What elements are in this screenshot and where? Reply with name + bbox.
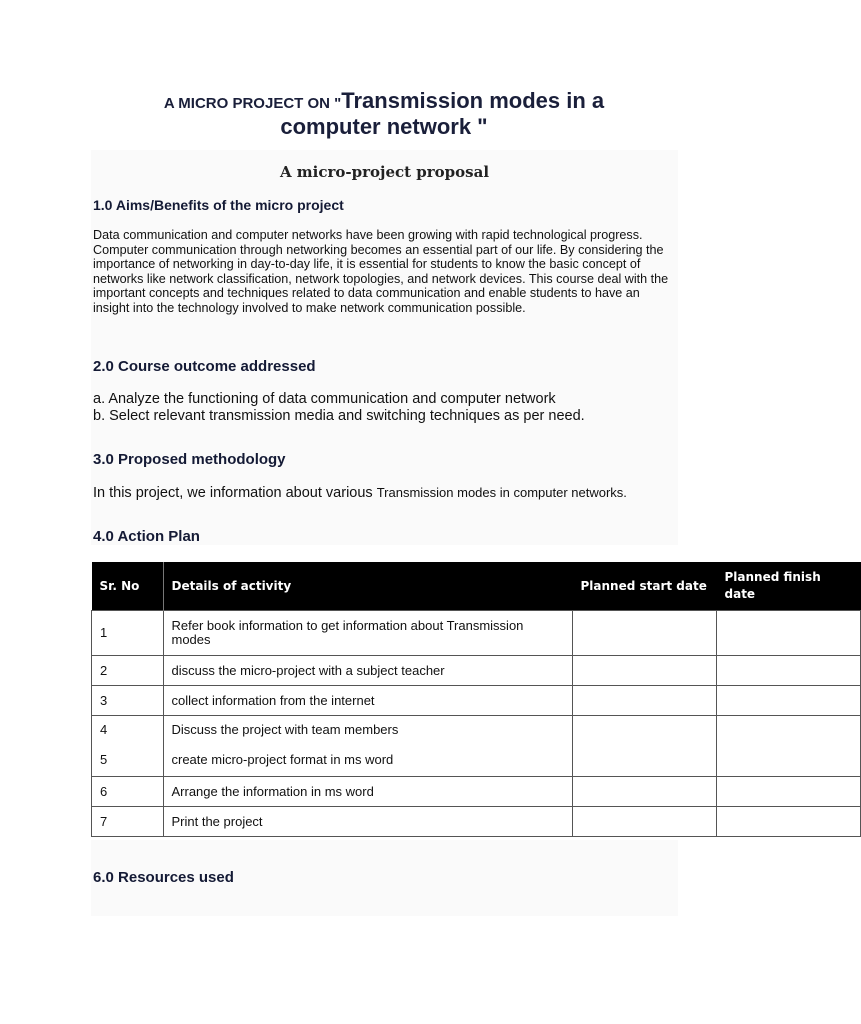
row-number: 3 [92, 686, 164, 716]
action-plan-table [91, 562, 861, 837]
row-number: 6 [92, 777, 164, 807]
aims-paragraph: Data communication and computer networks have been growing with rapid technological progress. Computer communication through networking becomes an essential part of our life. By considering the importance of networking in day-to-day life, it is essential for students to know the basic concept of networks like network classification, network topologies, and network devices. This course deal with the important concepts and techniques related to data communication and enable students to have an insight into the technology involved to make network communication possible. [93, 228, 669, 315]
row-finish-date [717, 777, 861, 807]
row-number: 5 [100, 752, 108, 767]
table-header-row [92, 562, 861, 611]
outcome-item-a: a. Analyze the functioning of data communication and computer network [93, 391, 556, 407]
column-header-start-date: Planned start date [573, 562, 717, 611]
row-start-date [573, 807, 717, 837]
row-activity: Print the project [163, 807, 573, 837]
row-number: 7 [92, 807, 164, 837]
methodology-heading: 3.0 Proposed methodology [93, 451, 286, 468]
row-activity-pair [163, 716, 573, 777]
row-finish-date [717, 656, 861, 686]
action-plan-heading: 4.0 Action Plan [93, 528, 200, 545]
row-start-date [573, 611, 717, 656]
methodology-text [93, 485, 627, 501]
document-title-line-1 [0, 88, 768, 114]
row-start-date [573, 716, 717, 777]
row-start-date [573, 777, 717, 807]
title-prefix: A MICRO PROJECT ON " [163, 95, 342, 112]
column-header-finish-date: Planned finish date [717, 562, 861, 611]
row-number-pair [92, 716, 164, 777]
column-header-sr-no: Sr. No [92, 562, 164, 611]
row-finish-date [717, 807, 861, 837]
table-row [92, 807, 861, 837]
aims-heading: 1.0 Aims/Benefits of the micro project [93, 197, 344, 213]
methodology-text-b: Transmission modes in computer networks. [376, 485, 627, 500]
row-number: 2 [92, 656, 164, 686]
row-activity: collect information from the internet [163, 686, 573, 716]
row-activity: create micro-project format in ms word [171, 752, 394, 767]
proposal-heading: A micro-project proposal [279, 163, 490, 181]
table-row [92, 777, 861, 807]
row-start-date [573, 656, 717, 686]
row-activity: Arrange the information in ms word [163, 777, 573, 807]
methodology-text-a: In this project, we information about various [93, 485, 377, 501]
row-number: 1 [92, 611, 164, 656]
row-activity: Discuss the project with team members [171, 722, 399, 737]
row-finish-date [717, 716, 861, 777]
table-row [92, 716, 861, 777]
table-row [92, 656, 861, 686]
outcome-item-b: b. Select relevant transmission media and switching techniques as per need. [93, 408, 585, 424]
resources-heading: 6.0 Resources used [93, 869, 234, 886]
table-row [92, 611, 861, 656]
row-finish-date [717, 611, 861, 656]
row-start-date [573, 686, 717, 716]
document-title-line-2: computer network " [280, 114, 488, 139]
column-header-activity: Details of activity [163, 562, 573, 611]
row-activity: Refer book information to get information about Transmission modes [163, 611, 573, 656]
row-finish-date [717, 686, 861, 716]
row-activity: discuss the micro-project with a subject teacher [163, 656, 573, 686]
outcome-heading: 2.0 Course outcome addressed [93, 358, 316, 375]
row-number: 4 [100, 722, 108, 737]
title-main-1: Transmission modes in a [341, 88, 605, 113]
table-row [92, 686, 861, 716]
